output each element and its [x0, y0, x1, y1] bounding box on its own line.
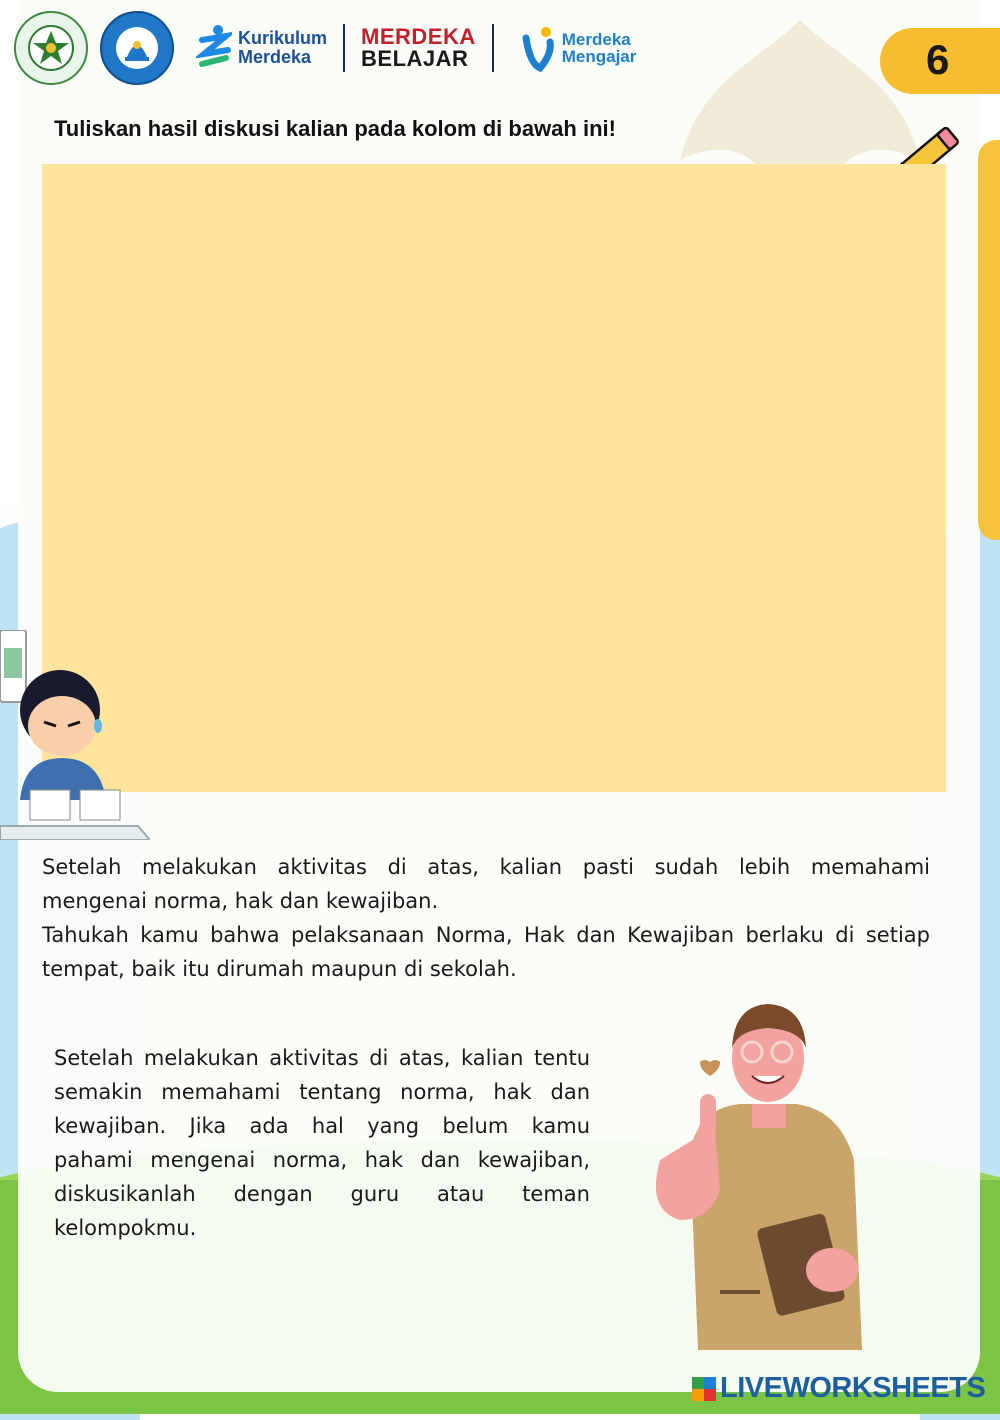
- merdeka-belajar-line2: BELAJAR: [361, 46, 469, 71]
- logo-divider: [343, 24, 345, 72]
- logo-divider: [492, 24, 494, 72]
- paragraph1-line3: Tahukah kamu bahwa pelaksanaan Norma, Hak dan Kewajiban berlaku di setiap: [42, 923, 930, 947]
- page-number-badge: [880, 28, 1000, 94]
- paragraph2-line6: kelompokmu.: [54, 1216, 197, 1240]
- header-logos: [14, 8, 636, 88]
- merdeka-mengajar-logo: [520, 24, 637, 72]
- paragraph2-line3: kewajiban. Jika ada hal yang belum kamu: [54, 1114, 590, 1138]
- liveworksheets-icon: [692, 1377, 716, 1401]
- merdeka-mengajar-line2: Mengajar: [561, 47, 637, 66]
- paragraph1-line4: tempat, baik itu dirumah maupun di sekolah.: [42, 957, 517, 981]
- paragraph1-line2: mengenai norma, hak dan kewajiban.: [42, 889, 439, 913]
- instruction-heading: Tuliskan hasil diskusi kalian pada kolom di bawah ini!: [54, 116, 616, 141]
- kurikulum-line1: Kurikulum: [238, 28, 328, 48]
- kurikulum-merdeka-icon: [196, 24, 232, 72]
- liveworksheets-text: LIVEWORKSHEETS: [720, 1372, 986, 1404]
- merdeka-mengajar-line1: Merdeka: [561, 30, 631, 49]
- discussion-note-paragraph: [54, 1041, 590, 1245]
- decorative-side-strip: [978, 140, 1000, 540]
- paragraph2-line4: pahami mengenai norma, hak dan kewajiban,: [54, 1148, 590, 1172]
- paragraph2-line5: diskusikanlah dengan guru atau teman: [54, 1182, 590, 1206]
- answer-textbox[interactable]: [42, 164, 946, 792]
- kurikulum-line2: Merdeka: [238, 47, 312, 67]
- paragraph1-line1: Setelah melakukan aktivitas di atas, kalian pasti sudah lebih memahami: [42, 855, 930, 879]
- liveworksheets-brand[interactable]: [692, 1372, 985, 1405]
- kurikulum-merdeka-logo: [196, 24, 327, 72]
- university-seal-icon: [14, 11, 88, 85]
- tut-wuri-handayani-icon: [100, 11, 174, 85]
- page-number: 6: [926, 36, 950, 83]
- paragraph2-line2: semakin memahami tentang norma, hak dan: [54, 1080, 590, 1104]
- paragraph2-line1: Setelah melakukan aktivitas di atas, kalian tentu: [54, 1046, 590, 1070]
- merdeka-belajar-line1: MERDEKA: [361, 24, 476, 49]
- studying-boy-icon: [0, 630, 150, 840]
- teacher-thumbs-up-icon: [640, 1000, 880, 1350]
- merdeka-belajar-logo: [361, 26, 476, 70]
- explanation-paragraph: [42, 850, 930, 986]
- merdeka-mengajar-icon: [520, 24, 556, 72]
